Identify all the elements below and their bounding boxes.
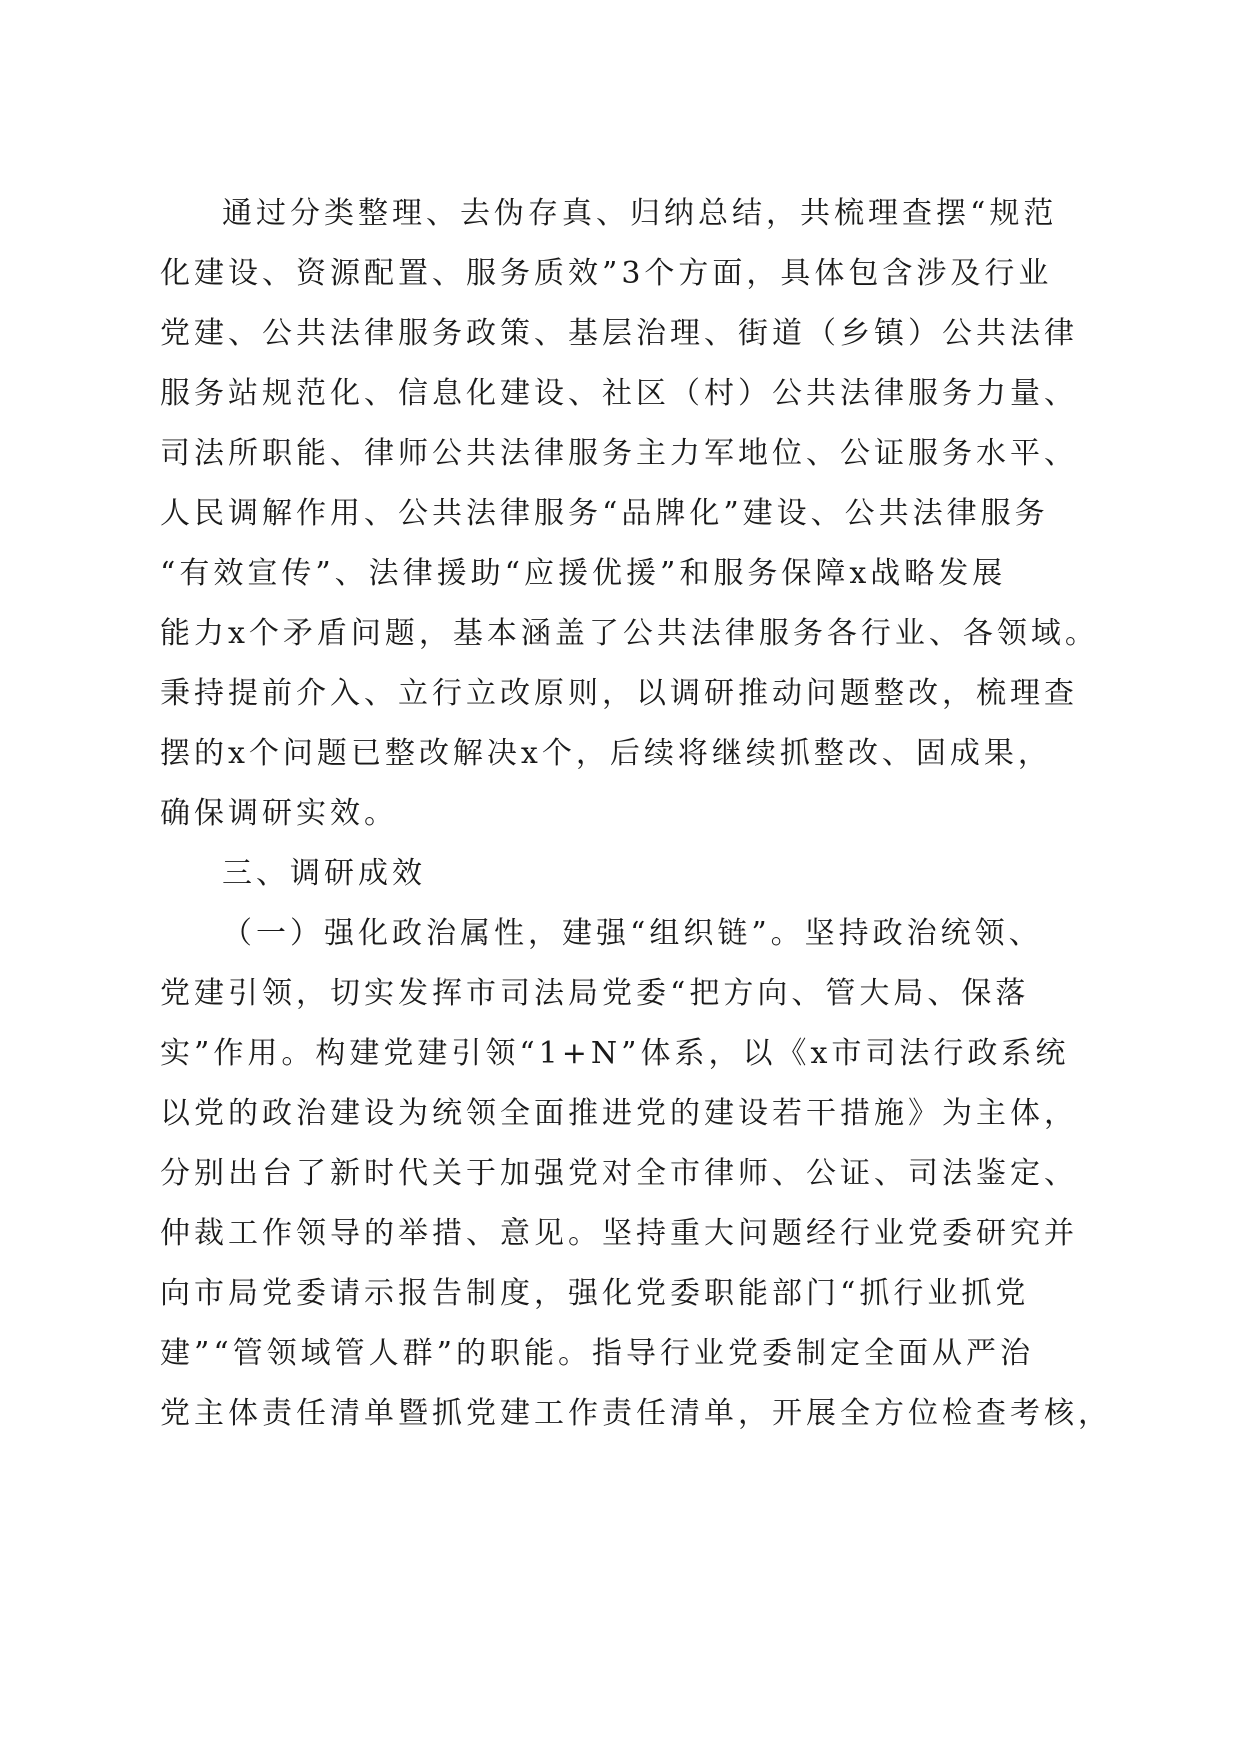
paragraph-line: 摆的x个问题已整改解决x个，后续将继续抓整改、固成果， (160, 736, 1052, 771)
paragraph-line: 党建、公共法律服务政策、基层治理、街道（乡镇）公共法律 (160, 316, 1078, 351)
paragraph-line: 向市局党委请示报告制度，强化党委职能部门“抓行业抓党 (160, 1276, 1030, 1311)
paragraph-line: 通过分类整理、去伪存真、归纳总结，共梳理查摆“规范 (222, 196, 1058, 231)
paragraph-line: 以党的政治建设为统领全面推进党的建设若干措施》为主体， (160, 1096, 1078, 1131)
paragraph-line: 仲裁工作领导的举措、意见。坚持重大问题经行业党委研究并 (160, 1216, 1078, 1251)
paragraph-line: 司法所职能、律师公共法律服务主力军地位、公证服务水平、 (160, 436, 1078, 471)
document-body (160, 184, 1112, 1444)
paragraph-line: 化建设、资源配置、服务质效”3个方面，具体包含涉及行业 (160, 256, 1053, 291)
section-heading: 三、调研成效 (222, 856, 426, 891)
paragraph-line: 人民调解作用、公共法律服务“品牌化”建设、公共法律服务 (160, 496, 1049, 531)
paragraph-line: 党主体责任清单暨抓党建工作责任清单，开展全方位检查考核， (160, 1396, 1112, 1431)
paragraph-line: （一）强化政治属性，建强“组织链”。坚持政治统领、 (222, 916, 1043, 951)
paragraph-line: 分别出台了新时代关于加强党对全市律师、公证、司法鉴定、 (160, 1156, 1078, 1191)
paragraph-line: 服务站规范化、信息化建设、社区（村）公共法律服务力量、 (160, 376, 1078, 411)
paragraph-line: 党建引领，切实发挥市司法局党委“把方向、管大局、保落 (160, 976, 1030, 1011)
paragraph-line: 建”“管领域管人群”的职能。指导行业党委制定全面从严治 (160, 1336, 1035, 1371)
paragraph-line: 秉持提前介入、立行立改原则，以调研推动问题整改，梳理查 (160, 676, 1078, 711)
paragraph-line: 能力x个矛盾问题，基本涵盖了公共法律服务各行业、各领域。 (160, 616, 1099, 651)
paragraph-line: “有效宣传”、法律援助“应援优援”和服务保障x战略发展 (160, 556, 1007, 591)
paragraph-line: 确保调研实效。 (160, 796, 398, 831)
paragraph-line: 实”作用。构建党建引领“1+N”体系，以《x市司法行政系统 (160, 1036, 1070, 1071)
